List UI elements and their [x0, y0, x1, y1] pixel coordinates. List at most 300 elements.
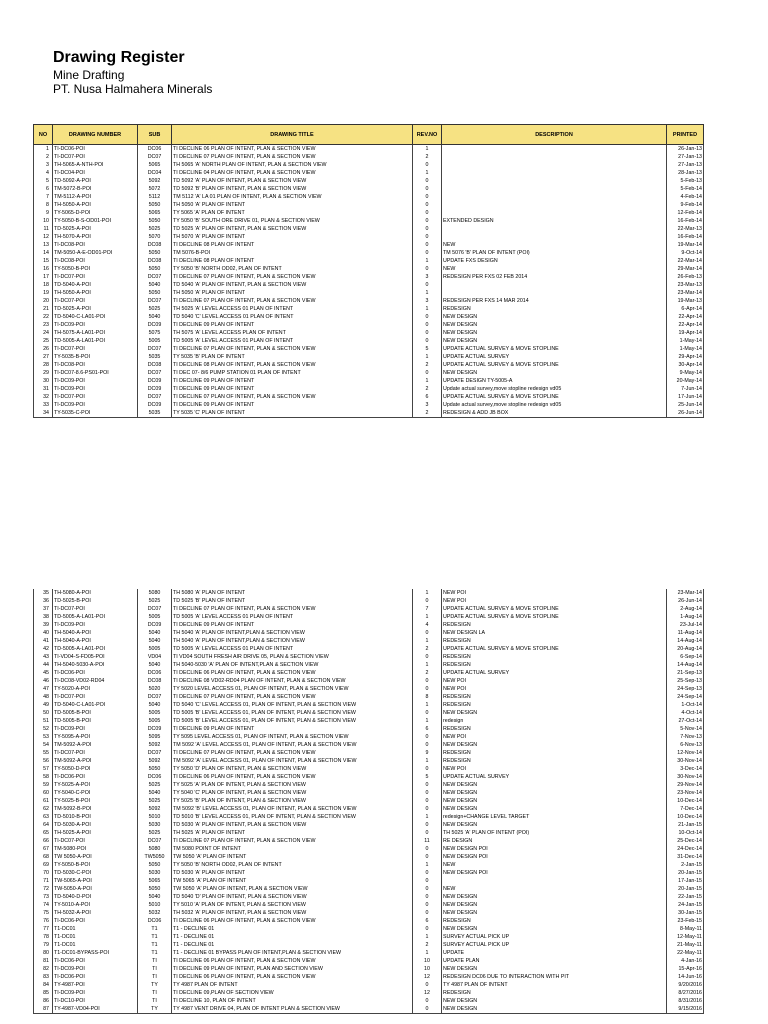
cell-drawing-title: TI DECLINE 07 PLAN OF INTENT, PLAN & SECTION VIEW — [172, 345, 413, 353]
cell-printed: 24-Dec-14 — [667, 845, 704, 853]
cell-printed: 27-Jan-13 — [667, 153, 704, 161]
table-row — [34, 701, 704, 709]
cell-rev-no: 12 — [413, 989, 442, 997]
cell-no: 85 — [34, 989, 53, 997]
cell-no: 56 — [34, 757, 53, 765]
cell-sub: 5010 — [138, 901, 172, 909]
cell-printed: 30-Nov-14 — [667, 773, 704, 781]
cell-description: REDESIGN — [442, 305, 667, 313]
cell-description — [442, 193, 667, 201]
cell-printed: 17-Jan-15 — [667, 877, 704, 885]
cell-drawing-title: TH 5040-5030 'A' PLAN OF INTENT,PLAN & SECTION VIEW — [172, 661, 413, 669]
cell-printed: 19-Mar-14 — [667, 241, 704, 249]
cell-rev-no: 1 — [413, 701, 442, 709]
table-row — [34, 401, 704, 409]
table-row — [34, 169, 704, 177]
cell-no: 47 — [34, 685, 53, 693]
cell-description: REDESIGN DC06 DUE TO INTERACTION WITH PIT — [442, 973, 667, 981]
table-row — [34, 733, 704, 741]
cell-no: 19 — [34, 289, 53, 297]
table-row — [34, 289, 704, 297]
cell-drawing-number: TI-DC08-POI — [53, 241, 138, 249]
cell-drawing-number: TI-DC07-POI — [53, 153, 138, 161]
cell-sub: 5032 — [138, 909, 172, 917]
cell-no: 55 — [34, 749, 53, 757]
cell-drawing-number: TH-5025-A-POI — [53, 829, 138, 837]
cell-drawing-title: TH 5032 'A' PLAN OF INTENT, PLAN & SECTION VIEW — [172, 909, 413, 917]
cell-drawing-title: TW 5065 'A' PLAN OF INTENT — [172, 877, 413, 885]
cell-description: NEW DESIGN — [442, 805, 667, 813]
cell-sub: 5025 — [138, 225, 172, 233]
cell-no: 42 — [34, 645, 53, 653]
cell-no: 48 — [34, 693, 53, 701]
table-row — [34, 241, 704, 249]
cell-sub: DC09 — [138, 621, 172, 629]
table-row — [34, 685, 704, 693]
cell-no: 78 — [34, 933, 53, 941]
table-row — [34, 369, 704, 377]
cell-sub: 5040 — [138, 661, 172, 669]
cell-rev-no: 9 — [413, 749, 442, 757]
cell-drawing-number: T1-DC01-BYPASS-POI — [53, 949, 138, 957]
cell-no: 8 — [34, 201, 53, 209]
cell-printed: 9-May-14 — [667, 369, 704, 377]
cell-sub: VD04 — [138, 653, 172, 661]
cell-rev-no: 1 — [413, 861, 442, 869]
cell-drawing-title: TI DECLINE 08 PLAN OF INTENT — [172, 241, 413, 249]
table-row — [34, 629, 704, 637]
table-row — [34, 637, 704, 645]
table-row — [34, 653, 704, 661]
cell-no: 17 — [34, 273, 53, 281]
cell-no: 38 — [34, 613, 53, 621]
cell-sub: 5050 — [138, 265, 172, 273]
cell-description: UPDATE — [442, 949, 667, 957]
table-row — [34, 989, 704, 997]
cell-sub: 5040 — [138, 789, 172, 797]
cell-description: REDESIGN — [442, 757, 667, 765]
cell-description: Update actual survey,move stopline redesign vd05 — [442, 401, 667, 409]
cell-no: 1 — [34, 145, 53, 154]
cell-sub: T1 — [138, 941, 172, 949]
cell-description: REDESIGN PER FXS 02 FEB 2014 — [442, 273, 667, 281]
cell-drawing-number: T1-DC01 — [53, 925, 138, 933]
cell-drawing-number: TI-DC06-POI — [53, 917, 138, 925]
cell-rev-no: 1 — [413, 661, 442, 669]
cell-no: 80 — [34, 949, 53, 957]
cell-drawing-title: TD 5040 'D' PLAN OF INTENT, PLAN & SECTION VIEW — [172, 893, 413, 901]
table-row — [34, 385, 704, 393]
cell-drawing-title: TD 5025 'B' PLAN OF INTENT — [172, 597, 413, 605]
cell-drawing-number: TH-5040-A-POI — [53, 637, 138, 645]
cell-printed: 12-May-11 — [667, 933, 704, 941]
cell-printed: 23-Jul-14 — [667, 621, 704, 629]
table-row — [34, 209, 704, 217]
cell-no: 41 — [34, 637, 53, 645]
cell-description: NEW DESIGN POI — [442, 869, 667, 877]
cell-drawing-title: TI DECLINE 07 PLAN OF INTENT, PLAN & SECTION VIEW — [172, 693, 413, 701]
cell-drawing-number: TD-5005-B-POI — [53, 717, 138, 725]
cell-printed: 29-Nov-14 — [667, 781, 704, 789]
cell-rev-no: 0 — [413, 869, 442, 877]
cell-drawing-number: TY-5050-D-POI — [53, 765, 138, 773]
cell-drawing-title: TI DECLINE 07 PLAN OF INTENT, PLAN & SECTION VIEW — [172, 837, 413, 845]
cell-drawing-title: TI DECLINE 04 PLAN OF INTENT, PLAN & SECTION VIEW — [172, 169, 413, 177]
cell-drawing-number: TH-5032-A-POI — [53, 909, 138, 917]
table-row — [34, 997, 704, 1005]
cell-rev-no: 0 — [413, 781, 442, 789]
table-row — [34, 201, 704, 209]
cell-drawing-title: TI DECLINE 09 PLAN OF INTENT — [172, 385, 413, 393]
cell-drawing-number: TY-5065-D-POI — [53, 209, 138, 217]
cell-drawing-title: TY 4987 VENT DRIVE 04, PLAN OF INTENT PLAN & SECTION VIEW — [172, 1005, 413, 1014]
cell-sub: 5112 — [138, 193, 172, 201]
table-row — [34, 925, 704, 933]
cell-no: 79 — [34, 941, 53, 949]
cell-rev-no: 2 — [413, 361, 442, 369]
cell-no: 66 — [34, 837, 53, 845]
cell-rev-no: 0 — [413, 225, 442, 233]
cell-drawing-number: TY-5025-A-POI — [53, 781, 138, 789]
cell-description: NEW DESIGN — [442, 901, 667, 909]
cell-no: 24 — [34, 329, 53, 337]
cell-drawing-title: TH 5025 'A' LEVEL ACCESS 01 PLAN OF INTENT — [172, 305, 413, 313]
table-row — [34, 965, 704, 973]
table-row — [34, 821, 704, 829]
cell-rev-no: 0 — [413, 281, 442, 289]
cell-rev-no: 0 — [413, 885, 442, 893]
cell-rev-no: 0 — [413, 765, 442, 773]
cell-description: NEW DESIGN — [442, 965, 667, 973]
cell-no: 60 — [34, 789, 53, 797]
cell-drawing-title: TY 5025 'A' PLAN OF INTENT, PLAN & SECTION VIEW — [172, 781, 413, 789]
cell-sub: 5040 — [138, 629, 172, 637]
column-header-no: NO — [34, 125, 53, 145]
cell-drawing-title: TY 5035 'B' PLAN OF INTENT — [172, 353, 413, 361]
cell-description: NEW DESIGN — [442, 337, 667, 345]
table-row — [34, 257, 704, 265]
cell-rev-no: 0 — [413, 597, 442, 605]
table-row — [34, 725, 704, 733]
cell-drawing-title: TH 5040 'A' PLAN OF INTENT,PLAN & SECTION VIEW — [172, 637, 413, 645]
cell-printed: 7-Nov-13 — [667, 733, 704, 741]
cell-rev-no: 1 — [413, 289, 442, 297]
cell-printed: 27-Jan-13 — [667, 161, 704, 169]
cell-sub: 5050 — [138, 217, 172, 225]
cell-rev-no: 0 — [413, 217, 442, 225]
cell-printed: 23-Mar-14 — [667, 589, 704, 597]
cell-drawing-number: TD-5025-B-POI — [53, 597, 138, 605]
cell-printed: 22-Jan-15 — [667, 893, 704, 901]
cell-description — [442, 209, 667, 217]
table-row — [34, 741, 704, 749]
cell-no: 70 — [34, 869, 53, 877]
cell-drawing-number: TY-5010-A-POI — [53, 901, 138, 909]
cell-description: NEW POI — [442, 733, 667, 741]
cell-printed: 23-Nov-14 — [667, 789, 704, 797]
cell-no: 35 — [34, 589, 53, 597]
cell-drawing-title: TI DECLINE 06 PLAN OF INTENT, PLAN & SECTION VIEW — [172, 773, 413, 781]
cell-sub: DC08 — [138, 257, 172, 265]
cell-drawing-number: TM-5092-A-POI — [53, 741, 138, 749]
table-row — [34, 345, 704, 353]
cell-no: 64 — [34, 821, 53, 829]
cell-description: NEW DESIGN — [442, 997, 667, 1005]
cell-drawing-title: TI DECLINE 07 PLAN OF INTENT, PLAN & SECTION VIEW — [172, 153, 413, 161]
cell-drawing-title: TY 5050 'B' NORTH OD02, PLAN OF INTENT — [172, 861, 413, 869]
cell-drawing-title: TD 5040 'C' LEVEL ACCESS 01, PLAN OF INTENT, PLAN & SECTION VIEW — [172, 701, 413, 709]
cell-drawing-number: TD-5040-C-LA01-POI — [53, 701, 138, 709]
cell-no: 45 — [34, 669, 53, 677]
cell-no: 51 — [34, 717, 53, 725]
table-row — [34, 781, 704, 789]
cell-rev-no: 0 — [413, 805, 442, 813]
cell-drawing-number: TI-DC07-POI — [53, 393, 138, 401]
cell-rev-no: 8 — [413, 693, 442, 701]
table-row — [34, 717, 704, 725]
table-body-block-2 — [34, 589, 704, 1014]
cell-rev-no: 2 — [413, 385, 442, 393]
cell-rev-no: 0 — [413, 909, 442, 917]
column-header-drawing-number: DRAWING NUMBER — [53, 125, 138, 145]
cell-drawing-number: TY-5035-B-POI — [53, 353, 138, 361]
cell-drawing-number: TY-5050-B-POI — [53, 861, 138, 869]
cell-rev-no: 12 — [413, 973, 442, 981]
cell-drawing-title: TI DECLINE 09 PLAN OF INTENT — [172, 621, 413, 629]
cell-description: REDESIGN — [442, 661, 667, 669]
cell-drawing-number: T1-DC01 — [53, 933, 138, 941]
cell-drawing-title: TI DECLINE 06 PLAN OF INTENT, PLAN & SECTION VIEW — [172, 145, 413, 154]
cell-drawing-number: TD-5040-A-POI — [53, 281, 138, 289]
cell-drawing-title: TI DEC 07- 8/6 PUMP STATION 01 PLAN OF INTENT — [172, 369, 413, 377]
cell-printed: 1-May-14 — [667, 337, 704, 345]
cell-drawing-title: TY 5050 'B' SOUTH ORE DRIVE 01, PLAN & SECTION VIEW — [172, 217, 413, 225]
cell-no: 81 — [34, 957, 53, 965]
table-row — [34, 645, 704, 653]
cell-no: 83 — [34, 973, 53, 981]
cell-printed: 5-Nov-14 — [667, 725, 704, 733]
cell-printed: 6-Sep-14 — [667, 653, 704, 661]
cell-rev-no: 1 — [413, 353, 442, 361]
cell-drawing-number: TI-DC09-POI — [53, 401, 138, 409]
cell-printed: 20-Aug-14 — [667, 645, 704, 653]
table-row — [34, 949, 704, 957]
cell-no: 63 — [34, 813, 53, 821]
cell-description: NEW POI — [442, 765, 667, 773]
cell-rev-no: 3 — [413, 273, 442, 281]
cell-sub: 5092 — [138, 757, 172, 765]
cell-no: 77 — [34, 925, 53, 933]
document-subtitle-company: PT. Nusa Halmahera Minerals — [53, 82, 213, 96]
cell-drawing-title: TD 5025 'A' PLAN OF INTENT, PLAN & SECTION VIEW — [172, 225, 413, 233]
cell-drawing-title: T1 - DECLINE 01 BYPASS PLAN OF INTENT,PLAN & SECTION VIEW — [172, 949, 413, 957]
cell-printed: 25-Dec-14 — [667, 837, 704, 845]
cell-rev-no: 0 — [413, 177, 442, 185]
cell-printed: 26-Jun-14 — [667, 597, 704, 605]
cell-sub: TI — [138, 965, 172, 973]
cell-description: REDESIGN — [442, 749, 667, 757]
cell-no: 53 — [34, 733, 53, 741]
cell-drawing-title: TD 5005 'B' LEVEL ACCESS 01, PLAN OF INTENT, PLAN & SECTION VIEW — [172, 717, 413, 725]
table-body-block-1 — [34, 145, 704, 418]
cell-printed: 6-Apr-14 — [667, 305, 704, 313]
table-row — [34, 321, 704, 329]
cell-drawing-title: TY 4987 PLAN OF INTENT — [172, 981, 413, 989]
cell-rev-no: 5 — [413, 773, 442, 781]
cell-drawing-number: TI-DC04-POI — [53, 169, 138, 177]
table-row — [34, 709, 704, 717]
table-row — [34, 885, 704, 893]
cell-sub: 5025 — [138, 597, 172, 605]
cell-printed: 30-Nov-14 — [667, 757, 704, 765]
cell-sub: 5070 — [138, 233, 172, 241]
table-row — [34, 217, 704, 225]
cell-description: NEW POI — [442, 677, 667, 685]
cell-no: 28 — [34, 361, 53, 369]
cell-drawing-number: TI-DC09-POI — [53, 965, 138, 973]
cell-description: RE DESIGN — [442, 837, 667, 845]
cell-printed: 26-Jan-13 — [667, 145, 704, 154]
cell-printed: 20-May-14 — [667, 377, 704, 385]
table-row — [34, 145, 704, 154]
table-row — [34, 877, 704, 885]
cell-no: 6 — [34, 185, 53, 193]
cell-no: 39 — [34, 621, 53, 629]
cell-no: 76 — [34, 917, 53, 925]
cell-printed: 5-Feb-13 — [667, 177, 704, 185]
cell-no: 27 — [34, 353, 53, 361]
cell-drawing-title: TD 5092 'B' PLAN OF INTENT, PLAN & SECTION VIEW — [172, 185, 413, 193]
cell-no: 29 — [34, 369, 53, 377]
cell-printed: 9/20/2016 — [667, 981, 704, 989]
cell-sub: 5072 — [138, 185, 172, 193]
cell-no: 9 — [34, 209, 53, 217]
cell-drawing-number: TI-DC09-POI — [53, 321, 138, 329]
cell-rev-no: 0 — [413, 185, 442, 193]
document-subtitle-department: Mine Drafting — [53, 68, 125, 82]
table-row — [34, 917, 704, 925]
cell-description: UPDATE ACTUAL SURVEY & MOVE STOPLINE — [442, 361, 667, 369]
cell-printed: 2-Aug-14 — [667, 605, 704, 613]
cell-printed: 8/31/2016 — [667, 997, 704, 1005]
cell-printed: 12-Feb-14 — [667, 209, 704, 217]
cell-sub: TW5050 — [138, 853, 172, 861]
cell-rev-no: 1 — [413, 613, 442, 621]
cell-description: UPDATE ACTUAL SURVEY & MOVE STOPLINE — [442, 645, 667, 653]
cell-sub: TY — [138, 1005, 172, 1014]
cell-description: SURVEY ACTUAL PICK UP — [442, 941, 667, 949]
cell-sub: 5005 — [138, 709, 172, 717]
cell-printed: 26-Jun-14 — [667, 409, 704, 418]
cell-no: 10 — [34, 217, 53, 225]
cell-rev-no: 1 — [413, 637, 442, 645]
cell-rev-no: 6 — [413, 393, 442, 401]
cell-drawing-number: TI-DC07-POI — [53, 273, 138, 281]
table-row — [34, 773, 704, 781]
cell-sub: DC07 — [138, 273, 172, 281]
cell-printed: 1-May-14 — [667, 345, 704, 353]
table-row — [34, 845, 704, 853]
cell-printed: 19-Mar-13 — [667, 297, 704, 305]
cell-printed: 25-Sep-13 — [667, 677, 704, 685]
cell-rev-no: 0 — [413, 193, 442, 201]
cell-printed: 21-May-11 — [667, 941, 704, 949]
table-row — [34, 789, 704, 797]
cell-drawing-title: TD 5005 'A' LEVEL ACCESS 01 PLAN OF INTENT — [172, 645, 413, 653]
cell-drawing-title: TY 5095 LEVEL ACCESS 01, PLAN OF INTENT, PLAN & SECTION VIEW — [172, 733, 413, 741]
cell-sub: T1 — [138, 933, 172, 941]
cell-sub: DC08 — [138, 361, 172, 369]
cell-description: REDESIGN — [442, 917, 667, 925]
cell-drawing-title: TW 5050 'A' PLAN OF INTENT, PLAN & SECTION VIEW — [172, 885, 413, 893]
cell-description: UPDATE FXS DESIGN — [442, 257, 667, 265]
table-row — [34, 933, 704, 941]
cell-drawing-number: TY-5050-B-POI — [53, 265, 138, 273]
table-row — [34, 613, 704, 621]
cell-drawing-number: TM-5112-A-POI — [53, 193, 138, 201]
cell-printed: 24-Sep-13 — [667, 685, 704, 693]
cell-rev-no: 1 — [413, 589, 442, 597]
cell-rev-no: 0 — [413, 313, 442, 321]
cell-rev-no: 7 — [413, 605, 442, 613]
cell-printed: 10-Oct-14 — [667, 829, 704, 837]
cell-drawing-number: TI-DC09-POI — [53, 725, 138, 733]
cell-drawing-number: TI-DC07-POI — [53, 693, 138, 701]
cell-rev-no: 1 — [413, 257, 442, 265]
cell-sub: 5005 — [138, 337, 172, 345]
table-row — [34, 297, 704, 305]
cell-drawing-number: TH-5065-A-NTH-POI — [53, 161, 138, 169]
cell-no: 52 — [34, 725, 53, 733]
table-row — [34, 829, 704, 837]
cell-description — [442, 201, 667, 209]
cell-rev-no: 0 — [413, 241, 442, 249]
cell-printed: 4-Jan-16 — [667, 957, 704, 965]
table-header-row — [34, 125, 704, 145]
cell-no: 20 — [34, 297, 53, 305]
cell-sub: 5050 — [138, 249, 172, 257]
cell-drawing-title: TH 5065 'A' NORTH PLAN OF INTENT, PLAN & SECTION VIEW — [172, 161, 413, 169]
cell-rev-no: 0 — [413, 653, 442, 661]
cell-sub: DC06 — [138, 773, 172, 781]
cell-drawing-title: TI DECLINE 08 PLAN OF INTENT, PLAN & SECTION VIEW — [172, 361, 413, 369]
cell-no: 67 — [34, 845, 53, 853]
cell-sub: DC07 — [138, 153, 172, 161]
cell-no: 30 — [34, 377, 53, 385]
cell-printed: 10-Dec-14 — [667, 813, 704, 821]
cell-sub: 5095 — [138, 733, 172, 741]
cell-printed: 20-Jan-15 — [667, 885, 704, 893]
cell-rev-no: 5 — [413, 345, 442, 353]
cell-rev-no: 0 — [413, 877, 442, 885]
cell-description: EXTENDED DESIGN — [442, 217, 667, 225]
cell-rev-no: 0 — [413, 821, 442, 829]
cell-description — [442, 169, 667, 177]
table-row — [34, 813, 704, 821]
cell-sub: T1 — [138, 925, 172, 933]
cell-rev-no: 4 — [413, 621, 442, 629]
cell-description: NEW — [442, 885, 667, 893]
cell-drawing-title: TW 5050 'A' PLAN OF INTENT — [172, 853, 413, 861]
table-row — [34, 765, 704, 773]
cell-drawing-title: TI DECLINE 09 PLAN OF INTENT — [172, 377, 413, 385]
cell-sub: DC07 — [138, 369, 172, 377]
cell-no: 54 — [34, 741, 53, 749]
cell-printed: 25-Jun-14 — [667, 401, 704, 409]
cell-drawing-number: TW 5050-A-POI — [53, 853, 138, 861]
table-row — [34, 757, 704, 765]
cell-rev-no: 1 — [413, 717, 442, 725]
